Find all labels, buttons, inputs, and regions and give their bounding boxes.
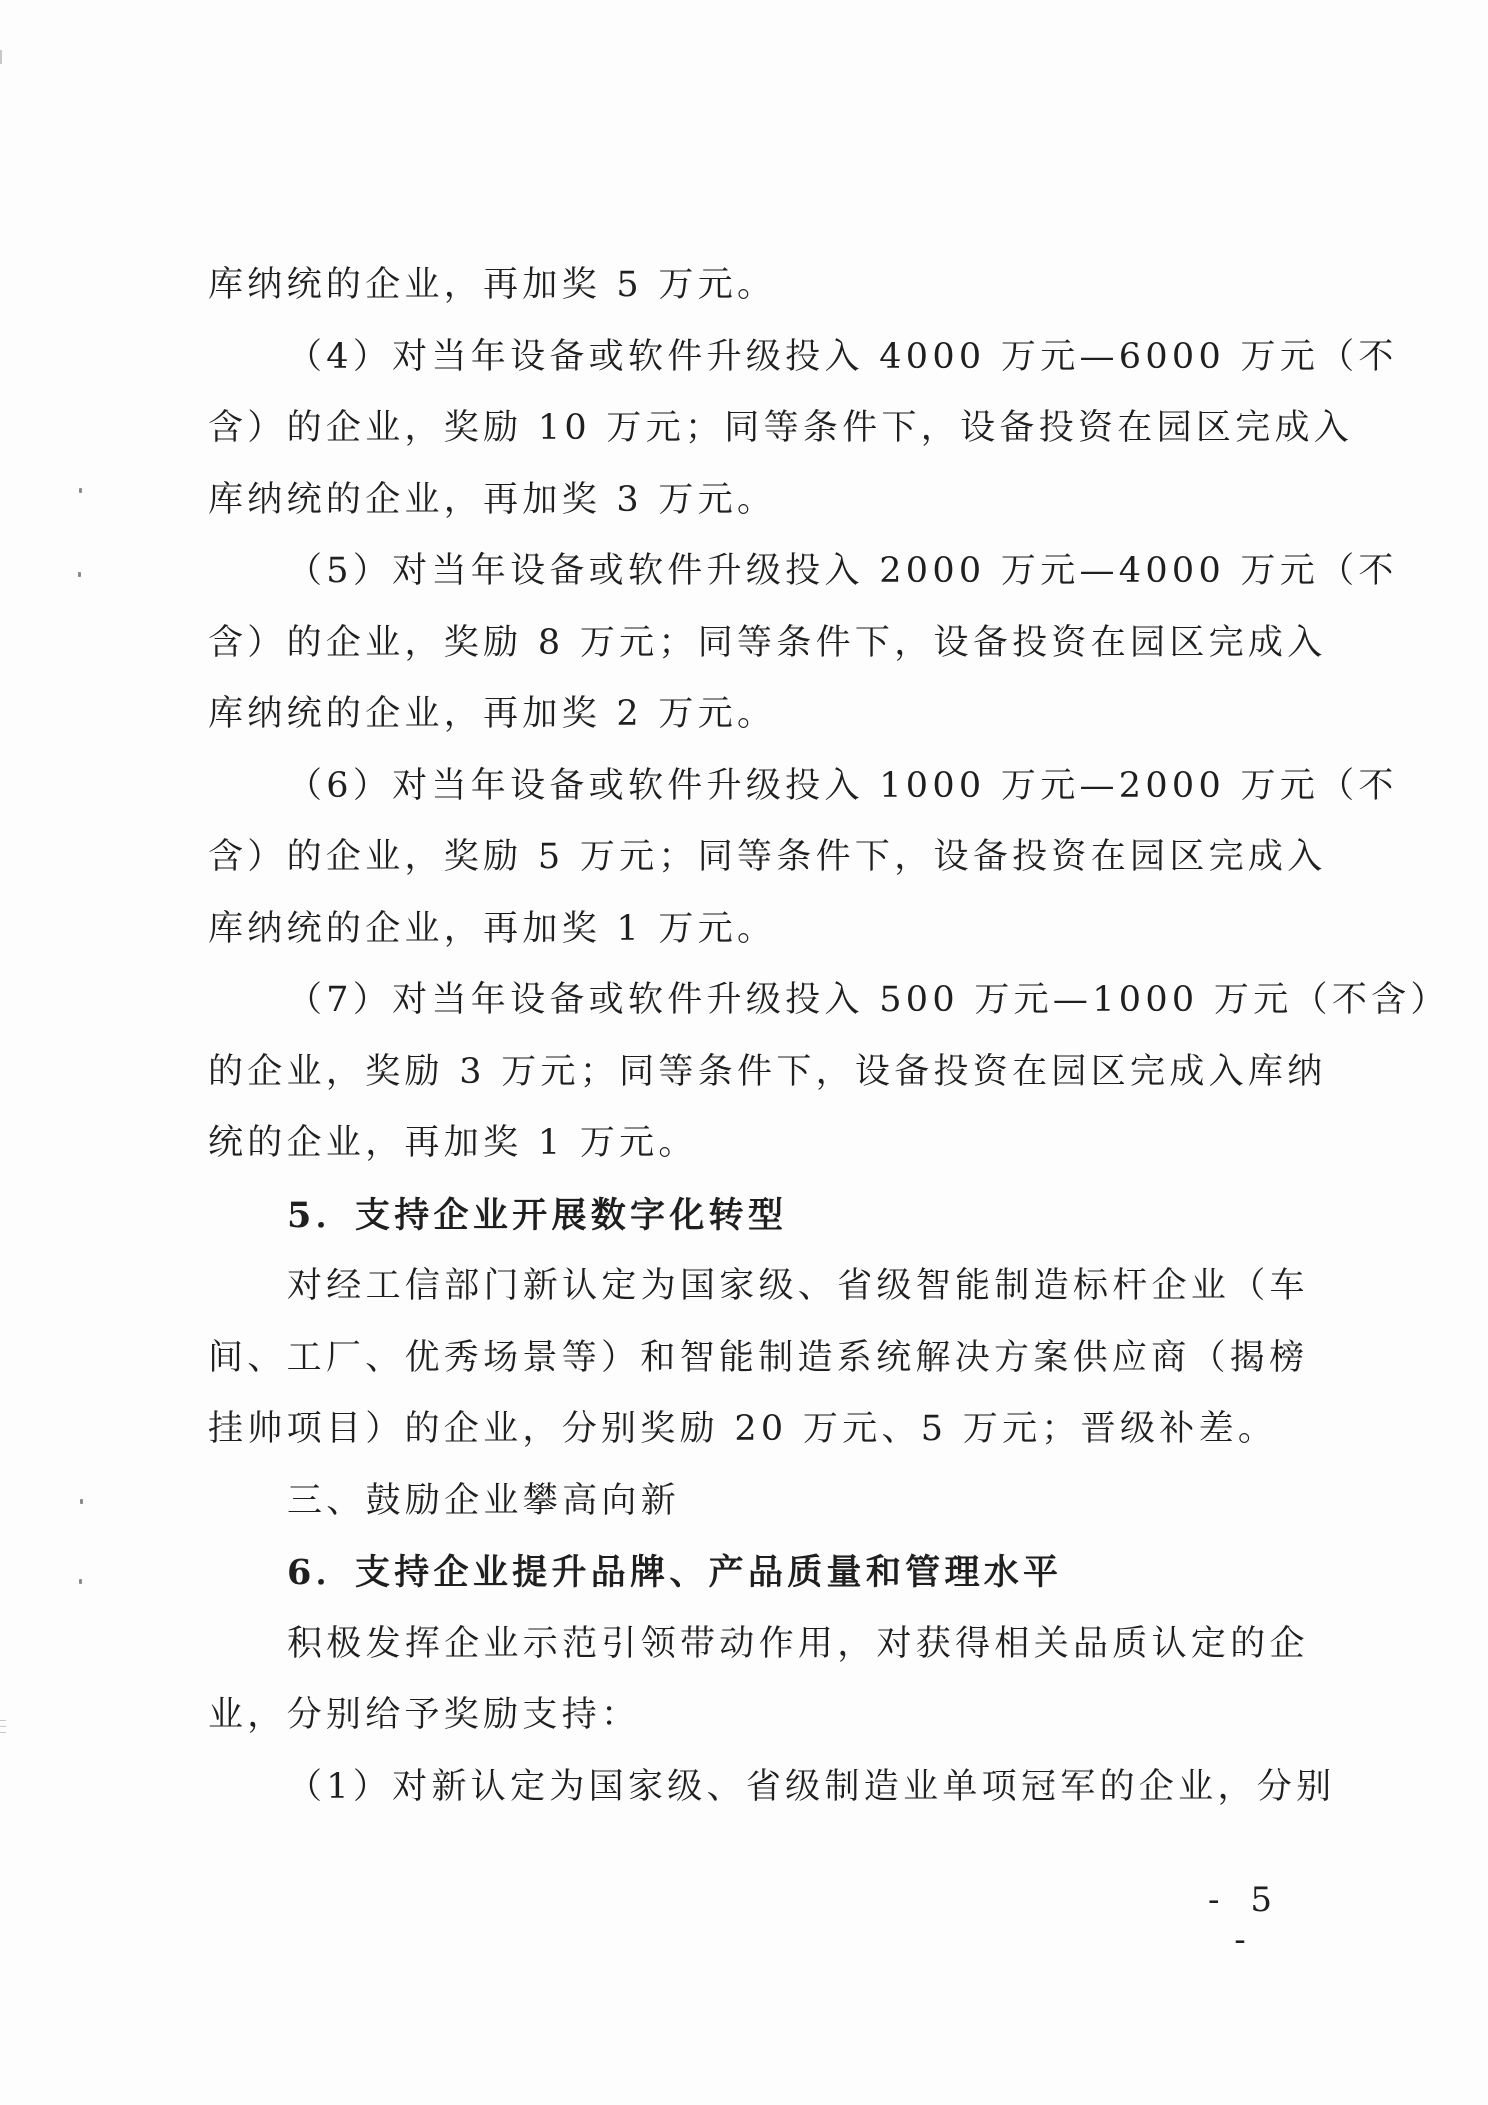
body-text-line: 积极发挥企业示范引领带动作用，对获得相关品质认定的企: [287, 1623, 1309, 1664]
body-text-line: 含）的企业，奖励 8 万元；同等条件下，设备投资在园区完成入: [208, 622, 1327, 663]
scan-speck: [79, 1579, 82, 1584]
body-text-line: 含）的企业，奖励 5 万元；同等条件下，设备投资在园区完成入: [208, 837, 1327, 877]
body-text-line: （4）对当年设备或软件升级投入 4000 万元—6000 万元（不: [287, 336, 1398, 377]
body-text-line: 挂帅项目）的企业，分别奖励 20 万元、5 万元；晋级补差。: [208, 1409, 1278, 1449]
page-number: - 5 -: [1208, 1880, 1282, 1960]
section-heading-line: 6．支持企业提升品牌、产品质量和管理水平: [287, 1552, 1063, 1593]
scan-speck: [78, 572, 81, 577]
scan-edge-mark: [0, 1720, 6, 1721]
document-body: [208, 250, 1450, 1823]
body-text-line: （1）对新认定为国家级、省级制造业单项冠军的企业，分别: [287, 1766, 1336, 1807]
body-text-line: 含）的企业，奖励 10 万元；同等条件下，设备投资在园区完成入: [208, 408, 1354, 448]
body-text-line: 库纳统的企业，再加奖 1 万元。: [208, 908, 777, 949]
body-text-line: 业，分别给予奖励支持：: [208, 1695, 641, 1735]
body-text-line: 统的企业，再加奖 1 万元。: [208, 1123, 698, 1163]
scan-speck: [79, 488, 82, 493]
body-text-line: 库纳统的企业，再加奖 5 万元。: [208, 265, 777, 305]
section-heading-line: 5．支持企业开展数字化转型: [287, 1194, 788, 1236]
body-text-line: （6）对当年设备或软件升级投入 1000 万元—2000 万元（不: [287, 765, 1398, 806]
body-text-line: 间、工厂、优秀场景等）和智能制造系统解决方案供应商（揭榜: [208, 1337, 1309, 1378]
body-text-line: （7）对当年设备或软件升级投入 500 万元—1000 万元（不含）: [287, 980, 1450, 1020]
body-text-line: 库纳统的企业，再加奖 2 万元。: [208, 694, 777, 734]
body-text-line: 的企业，奖励 3 万元；同等条件下，设备投资在园区完成入库纳: [208, 1051, 1327, 1092]
scan-edge-mark: [0, 50, 2, 64]
body-text-line: 三、鼓励企业攀高向新: [287, 1480, 681, 1521]
scan-edge-mark: [0, 1732, 6, 1733]
scan-edge-mark: [0, 1726, 6, 1727]
scan-speck: [80, 1499, 83, 1504]
body-text-line: 对经工信部门新认定为国家级、省级智能制造标杆企业（车: [287, 1266, 1309, 1306]
body-text-line: （5）对当年设备或软件升级投入 2000 万元—4000 万元（不: [287, 551, 1398, 591]
body-text-line: 库纳统的企业，再加奖 3 万元。: [208, 479, 777, 520]
